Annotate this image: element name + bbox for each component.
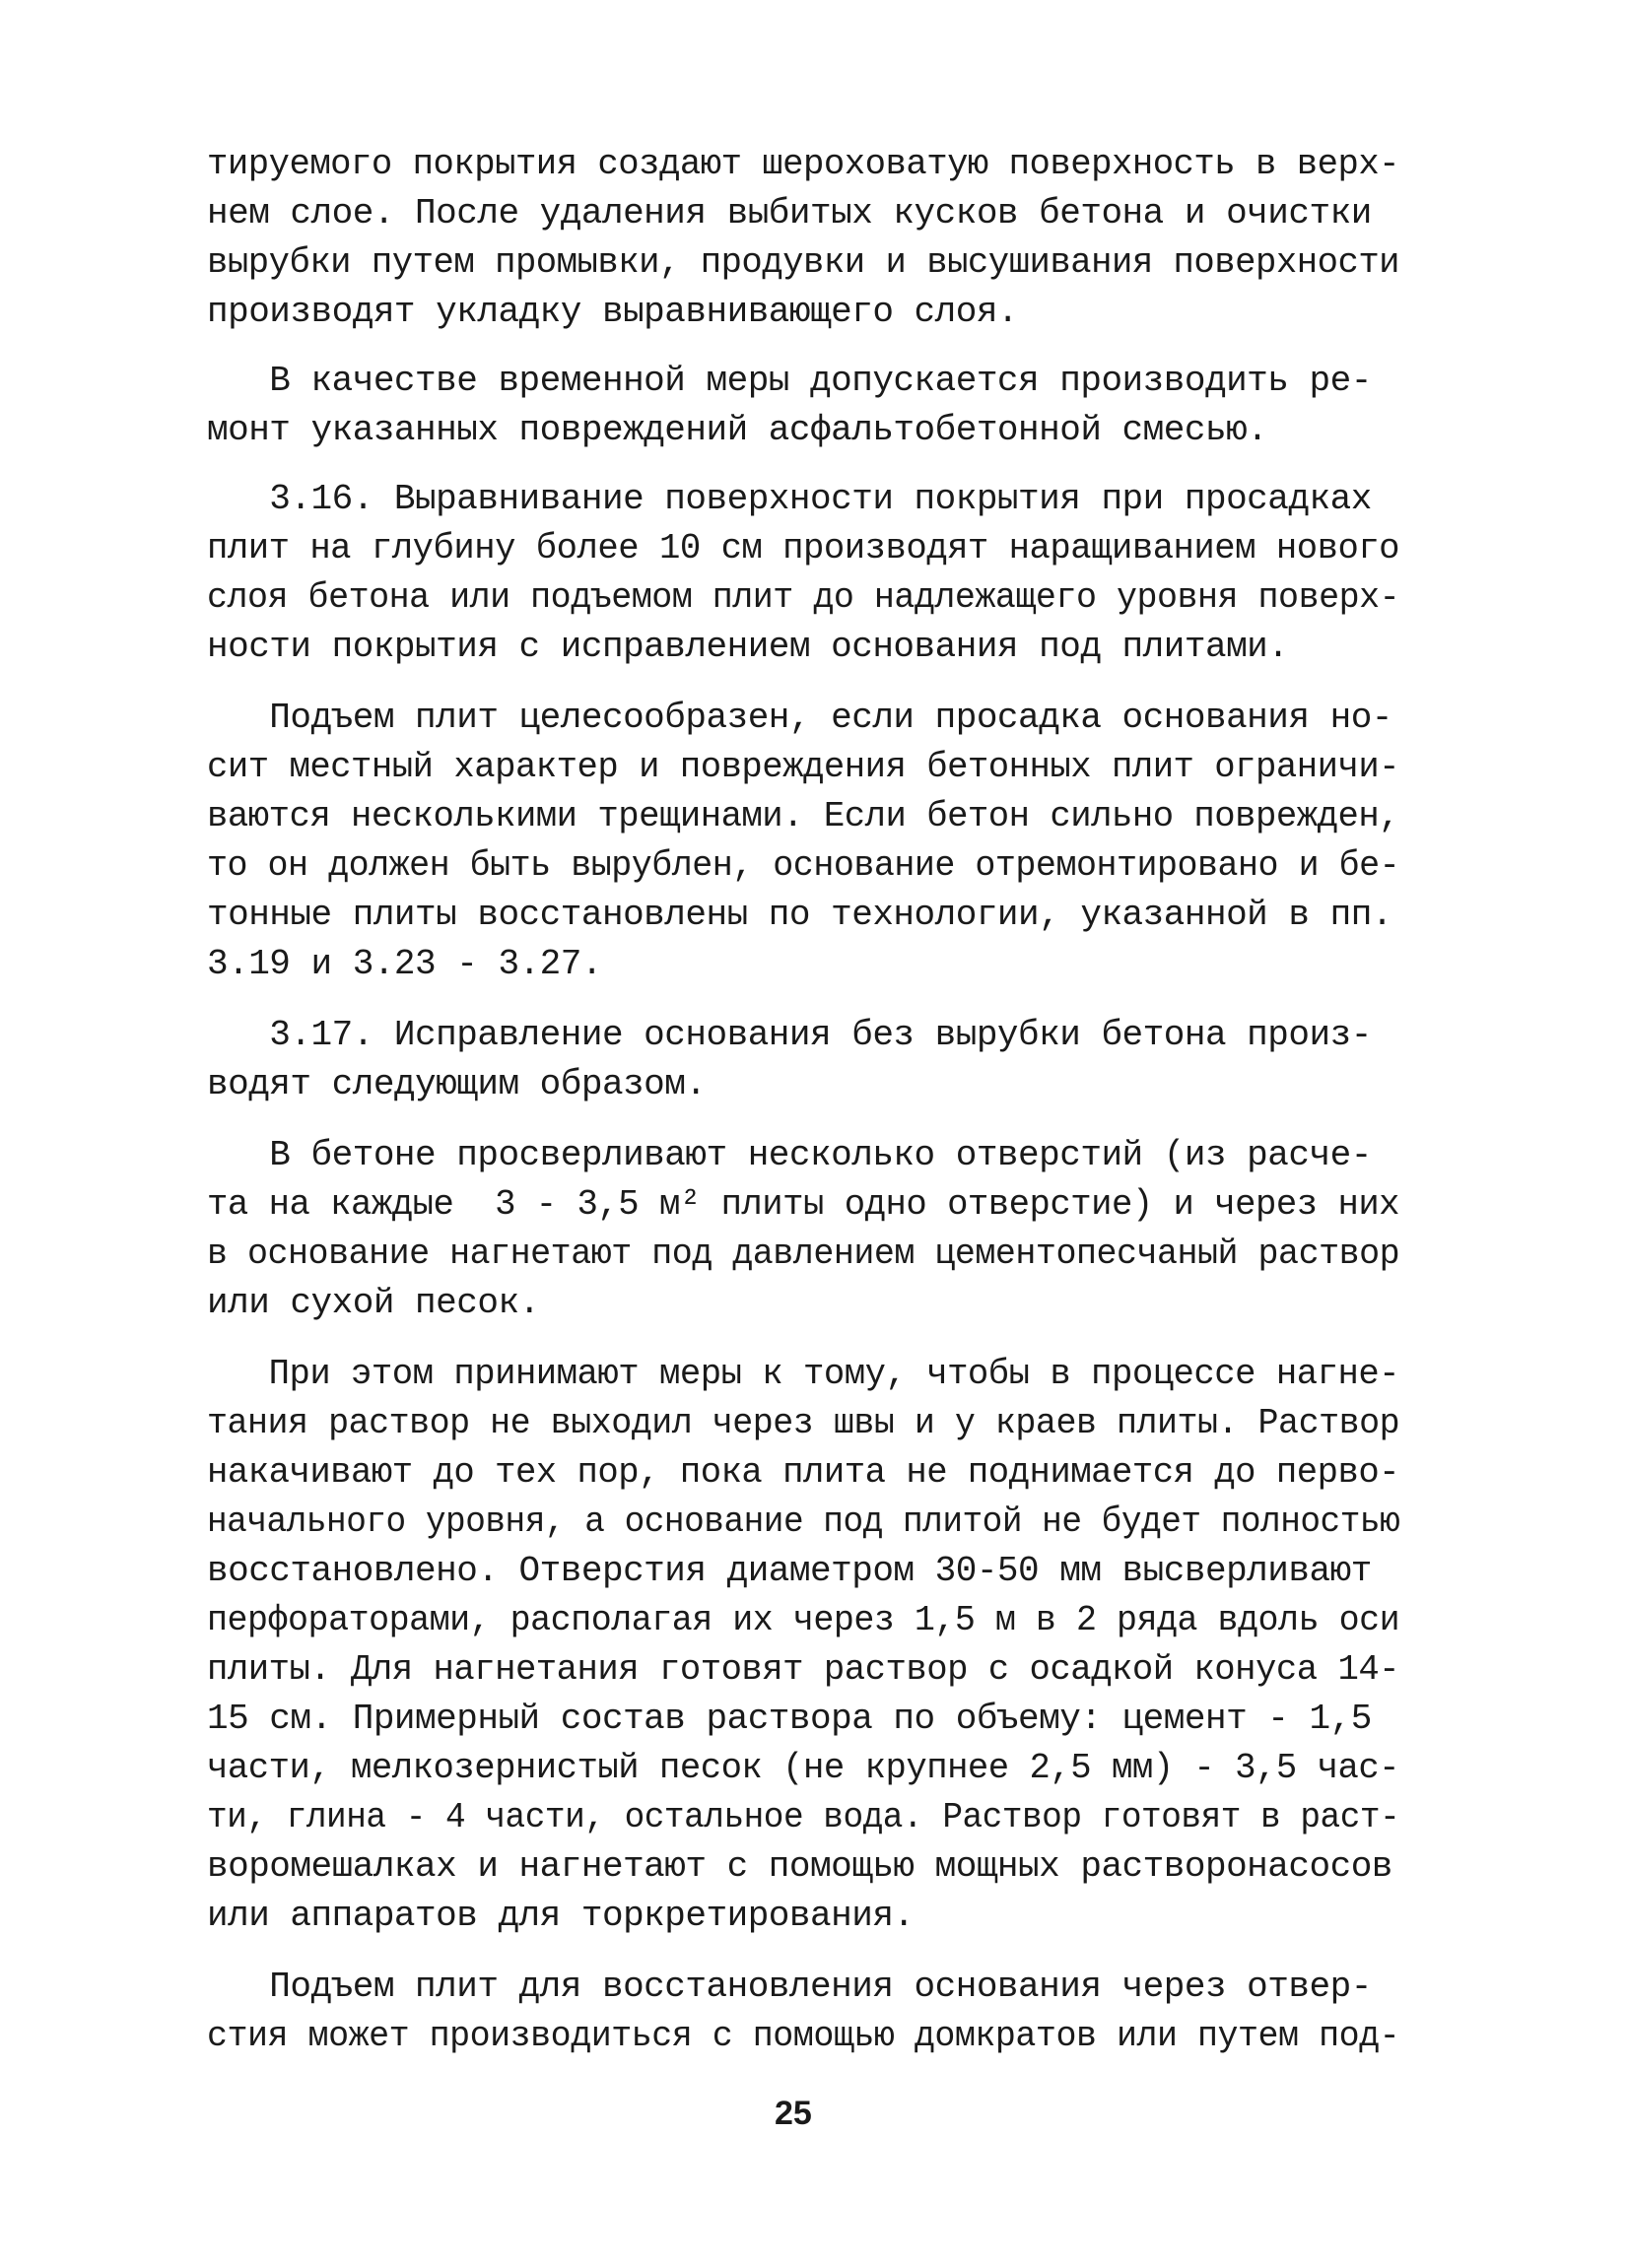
- text-line: накачивают до тех пор, пока плита не поднимается до перво-: [207, 1452, 1400, 1493]
- text-line: восстановлено. Отверстия диаметром 30-50 мм высверливают: [207, 1551, 1372, 1591]
- text-line: тания раствор не выходил через швы и у краев плиты. Раствор: [207, 1403, 1400, 1443]
- text-line: перфораторами, располагая их через 1,5 м в 2 ряда вдоль оси: [207, 1600, 1400, 1640]
- text-line: монт указанных повреждений асфальтобетонной смесью.: [207, 410, 1268, 450]
- text-line: в основание нагнетают под давлением цементопесчаный раствор: [207, 1234, 1400, 1274]
- text-line: производят укладку выравнивающего слоя.: [207, 292, 1019, 332]
- text-line: нем слое. После удаления выбитых кусков бетона и очистки: [207, 193, 1372, 233]
- text-line: 3.16. Выравнивание поверхности покрытия при просадках: [207, 479, 1372, 519]
- text-line: 15 см. Примерный состав раствора по объему: цемент - 1,5: [207, 1699, 1372, 1739]
- text-line: та на каждые 3 - 3,5 м² плиты одно отверстие) и через них: [207, 1184, 1400, 1225]
- text-line: сит местный характер и повреждения бетонных плит ограничи-: [207, 747, 1400, 787]
- text-line: ваются несколькими трещинами. Если бетон сильно поврежден,: [207, 796, 1400, 836]
- text-line: части, мелкозернистый песок (не крупнее 2,5 мм) - 3,5 час-: [207, 1748, 1400, 1788]
- text-line: В качестве временной меры допускается производить ре-: [207, 361, 1372, 401]
- text-line: то он должен быть вырублен, основание отремонтировано и бе-: [207, 845, 1400, 886]
- text-line: водят следующим образом.: [207, 1064, 707, 1104]
- text-line: плиты. Для нагнетания готовят раствор с осадкой конуса 14-: [207, 1649, 1400, 1690]
- text-line: или сухой песок.: [207, 1283, 540, 1323]
- text-line: 3.19 и 3.23 - 3.27.: [207, 944, 602, 984]
- text-line: вырубки путем промывки, продувки и высушивания поверхности: [207, 242, 1400, 283]
- text-line: воромешалках и нагнетают с помощью мощных растворонасосов: [207, 1846, 1392, 1887]
- text-line: Подъем плит целесообразен, если просадка основания но-: [207, 698, 1392, 738]
- text-line: плит на глубину более 10 см производят наращиванием нового: [207, 528, 1400, 568]
- text-line: При этом принимают меры к тому, чтобы в процессе нагне-: [207, 1354, 1400, 1394]
- text-line: ти, глина - 4 части, остальное вода. Раствор готовят в раст-: [207, 1797, 1400, 1837]
- text-line: или аппаратов для торкретирования.: [207, 1896, 915, 1936]
- text-line: Подъем плит для восстановления основания через отвер-: [207, 1967, 1372, 2007]
- page-number: 25: [775, 2095, 812, 2132]
- text-line: слоя бетона или подъемом плит до надлежащего уровня поверх-: [207, 577, 1400, 618]
- text-line: ности покрытия с исправлением основания под плитами.: [207, 627, 1289, 667]
- text-line: стия может производиться с помощью домкратов или путем под-: [207, 2016, 1400, 2056]
- text-line: В бетоне просверливают несколько отверстий (из расче-: [207, 1135, 1372, 1175]
- text-line: начального уровня, а основание под плитой не будет полностью: [207, 1501, 1400, 1542]
- text-line: тируемого покрытия создают шероховатую поверхность в верх-: [207, 144, 1400, 184]
- text-line: 3.17. Исправление основания без вырубки бетона произ-: [207, 1015, 1372, 1055]
- text-line: тонные плиты восстановлены по технологии, указанной в пп.: [207, 895, 1392, 935]
